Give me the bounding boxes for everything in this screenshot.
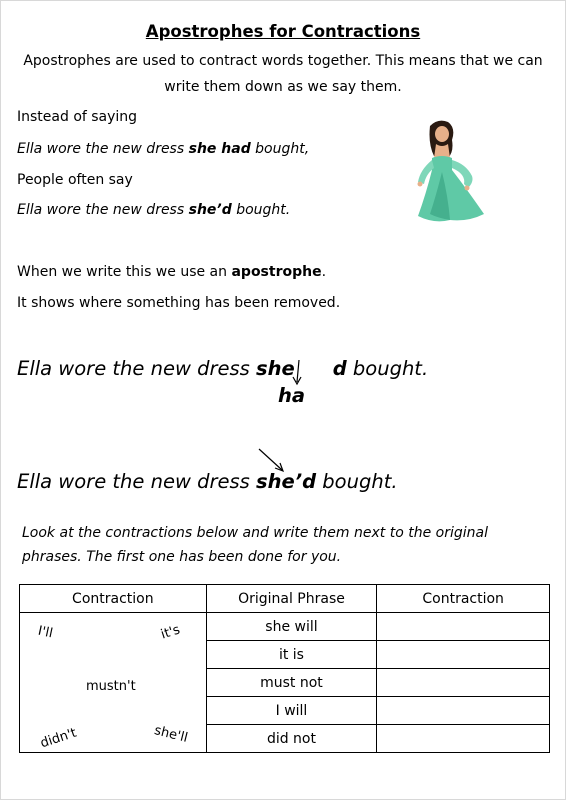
face	[435, 126, 449, 142]
answer-cell[interactable]	[377, 669, 550, 697]
header-contraction-answer: Contraction	[377, 585, 550, 613]
word-bank-item: didn't	[38, 725, 79, 752]
intro-line-2: write them down as we say them.	[164, 79, 402, 95]
word-bank-item: I'll	[36, 623, 55, 642]
word-bank-item: it's	[159, 622, 182, 643]
page-title: Apostrophes for Contractions	[145, 22, 421, 41]
princess-illustration	[408, 118, 490, 226]
instructions-line-1: Look at the contractions below and write them next to the original	[22, 525, 488, 541]
bodice	[432, 156, 452, 170]
explain-line-2: It shows where something has been removed.	[17, 295, 341, 311]
instructions-line-2: phrases. The first one has been done for you.	[22, 549, 342, 565]
example-contracted: Ella wore the new dress she’d bought.	[17, 202, 291, 218]
phrase-cell: she will	[206, 613, 377, 641]
phrase-cell: must not	[206, 669, 377, 697]
phrase-cell: I will	[206, 697, 377, 725]
header-contraction: Contraction	[20, 585, 207, 613]
intro-line-1: Apostrophes are used to contract words together. This means that we can	[23, 53, 543, 69]
table-header-row	[20, 585, 550, 613]
word-bank-cell	[20, 613, 207, 753]
word-bank-item: mustn't	[86, 679, 136, 694]
header-original-phrase: Original Phrase	[206, 585, 377, 613]
hand-left	[418, 182, 423, 187]
contractions-table	[19, 584, 550, 753]
answer-cell[interactable]	[377, 697, 550, 725]
answer-cell[interactable]	[377, 725, 550, 753]
answer-cell[interactable]	[377, 641, 550, 669]
phrase-cell: it is	[206, 641, 377, 669]
instead-of-saying: Instead of saying	[17, 109, 138, 125]
answer-cell[interactable]	[377, 613, 550, 641]
demo-sentence-contracted: Ella wore the new dress she’d bought.	[17, 470, 398, 493]
removed-letters: ha	[278, 384, 306, 407]
explain-line-1: When we write this we use an apostrophe.	[17, 264, 327, 280]
neck	[434, 144, 450, 158]
skirt	[418, 170, 484, 221]
demo-sentence-split: Ella wore the new dress she d bought.	[17, 357, 429, 380]
table-row	[20, 613, 550, 641]
phrase-cell: did not	[206, 725, 377, 753]
hand-right	[465, 186, 470, 191]
word-bank-item: she'll	[152, 723, 190, 746]
example-full-form: Ella wore the new dress she had bought,	[17, 141, 310, 157]
people-often-say: People often say	[17, 172, 133, 188]
